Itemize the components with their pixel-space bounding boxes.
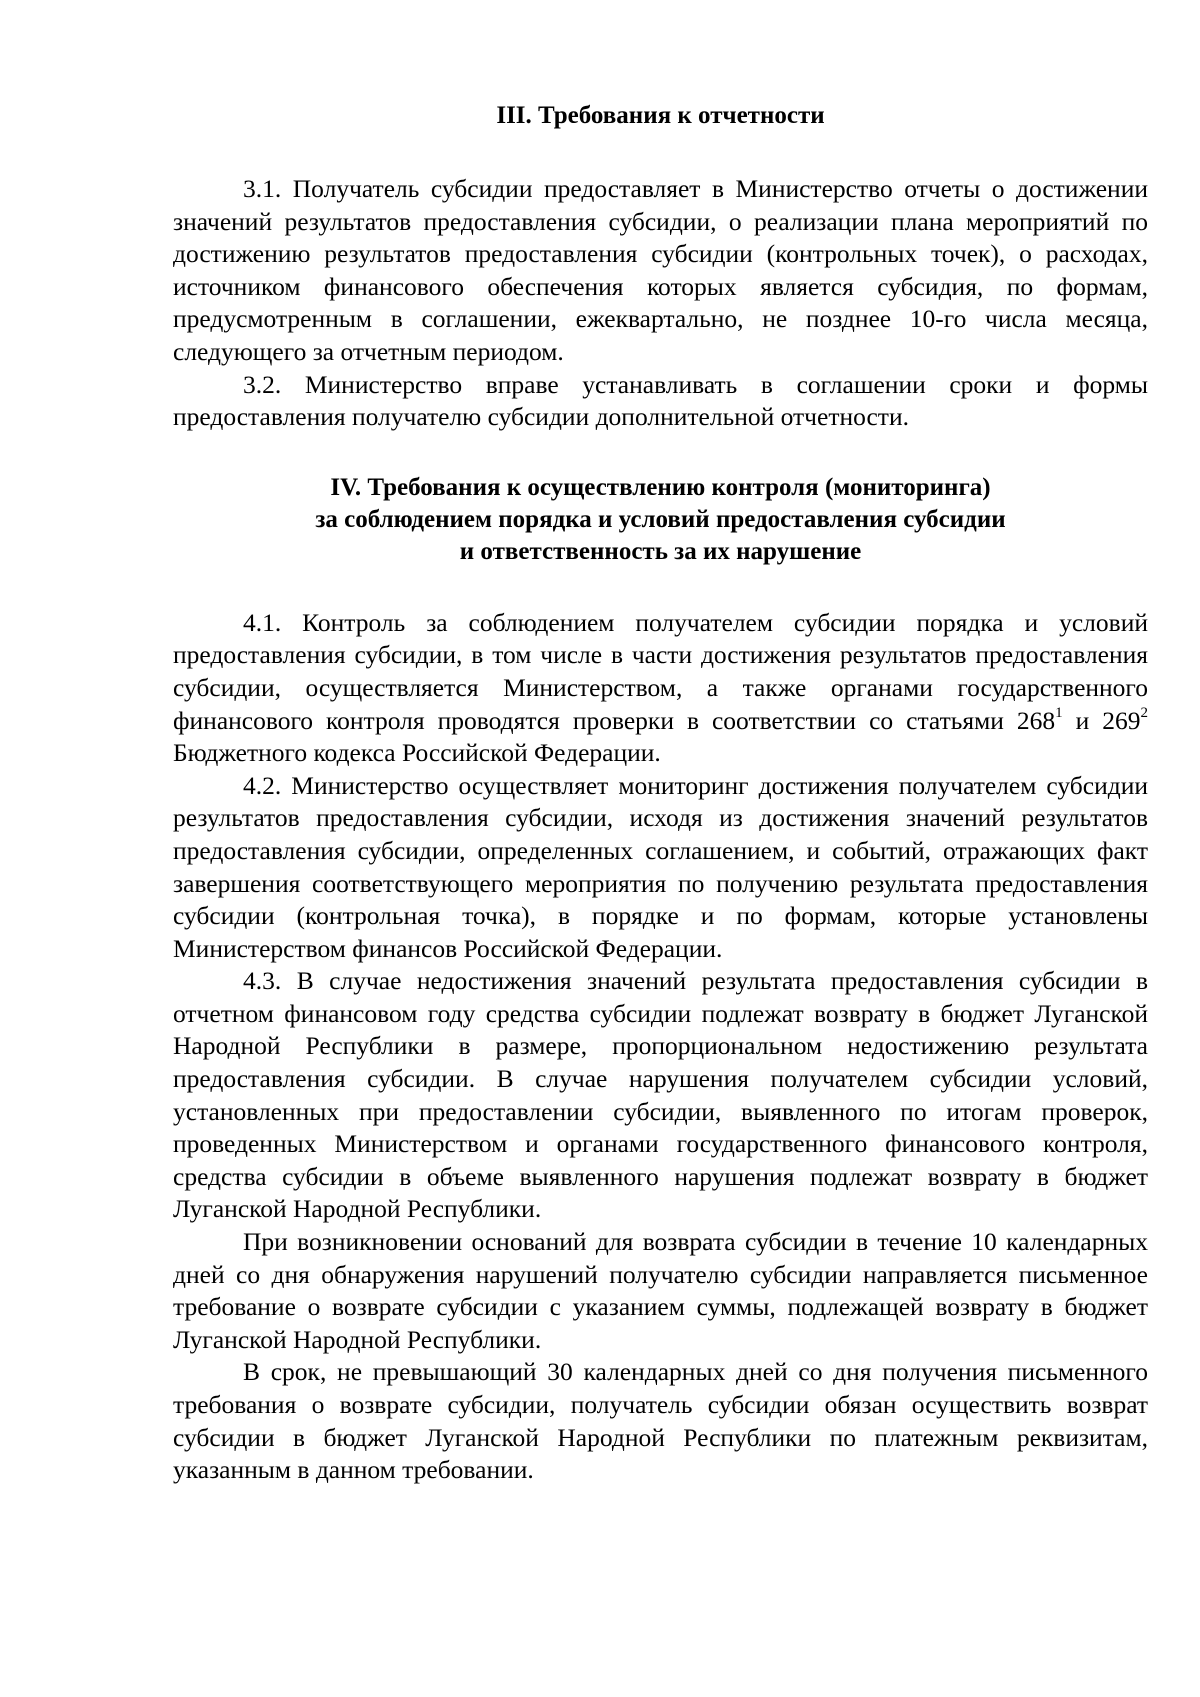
section-3-heading: III. Требования к отчетности bbox=[496, 102, 825, 129]
paragraph-4-1-mid: и 269 bbox=[1062, 705, 1141, 735]
section-4-heading-line-3: и ответственность за их нарушение bbox=[459, 537, 862, 565]
footnote-sup-1: 1 bbox=[1055, 705, 1063, 722]
section-4-heading-line-2: за соблюдением порядка и условий предоставления субсидии bbox=[315, 505, 1006, 533]
paragraph-3-1: 3.1. Получатель субсидии предоставляет в Министерство отчеты о достижении значений результатов предоставления субсидии, о реализации плана мероприятий по достижению результатов предоставления субсидии (контрольных точек), о расходах, источником финансового обеспечения которых является субсидия, по формам, предусмотренным в соглашении, ежеквартально, не позднее 10-го числа месяца, следующего за отчетным периодом. bbox=[173, 174, 1148, 366]
paragraph-4-1-end: Бюджетного кодекса Российской Федерации. bbox=[173, 738, 661, 768]
section-4-heading-line-1: IV. Требования к осуществлению контроля (мониторинга) bbox=[330, 473, 991, 501]
paragraph-4-1 bbox=[173, 607, 1148, 770]
section-4-heading bbox=[173, 472, 1148, 568]
paragraph-4-3: 4.3. В случае недостижения значений результата предоставления субсидии в отчетном финансовом году средства субсидии подлежат возврату в бюджет Луганской Народной Республики в размере, пропорциональном недостижению результата предоставления субсидии. В случае нарушения получателем субсидии условий, установленных при предоставлении субсидии, выявленного по итогам проверок, проведенных Министерством и органами государственного финансового контроля, средства субсидии в объеме выявленного нарушения подлежат возврату в бюджет Луганской Народной Республики. bbox=[173, 966, 1148, 1224]
document-page bbox=[173, 100, 1148, 1487]
footnote-sup-2: 2 bbox=[1140, 705, 1148, 722]
paragraph-4-2: 4.2. Министерство осуществляет мониторинг достижения получателем субсидии результатов предоставления субсидии, исходя из достижения значений результатов предоставления субсидии, определенных соглашением, и событий, отражающих факт завершения соответствующего мероприятия по получению результата предоставления субсидии (контрольная точка), в порядке и по формам, которые установлены Министерством финансов Российской Федерации. bbox=[173, 770, 1148, 963]
paragraph-4-1-text: 4.1. Контроль за соблюдением получателем субсидии порядка и условий предоставления субсидии, в том числе в части достижения результатов предоставления субсидии, осуществляется Министерством, а также органами государственного финансового контроля проводятся проверки в соответствии со статьями 268 bbox=[173, 607, 1148, 735]
paragraph-refund-notice: При возникновении оснований для возврата субсидии в течение 10 календарных дней со дня обнаружения нарушений получателю субсидии направляется письменное требование о возврате субсидии с указанием суммы, подлежащей возврату в бюджет Луганской Народной Республики. bbox=[173, 1227, 1148, 1354]
paragraph-refund-deadline: В срок, не превышающий 30 календарных дней со дня получения письменного требования о возврате субсидии, получатель субсидии обязан осуществить возврат субсидии в бюджет Луганской Народной Республики по платежным реквизитам, указанным в данном требовании. bbox=[173, 1357, 1148, 1485]
paragraph-3-2: 3.2. Министерство вправе устанавливать в соглашении сроки и формы предоставления получателю субсидии дополнительной отчетности. bbox=[173, 369, 1148, 432]
